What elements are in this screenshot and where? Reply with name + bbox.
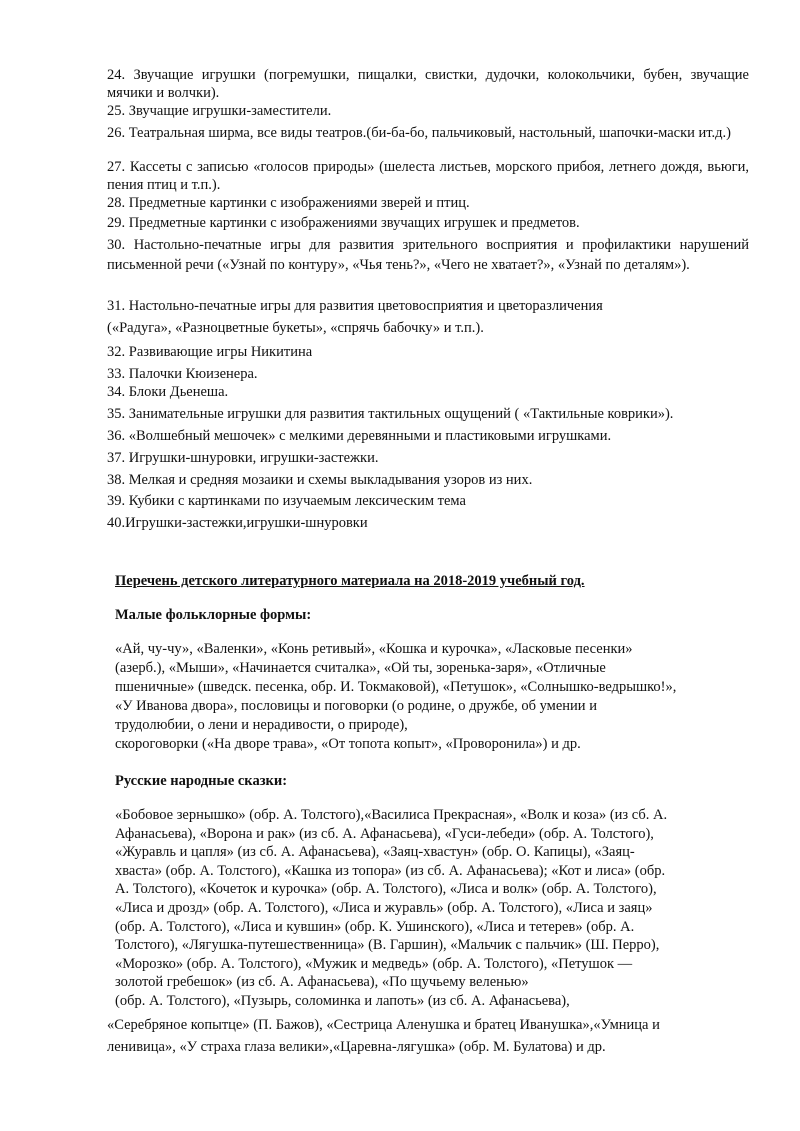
fairy-tales-line: Афанасьева), «Ворона и рак» (из сб. А. Афанасьева), «Гуси-лебеди» (обр. А. Толстого), [115, 825, 654, 842]
list-item-27: 27. Кассеты с записью «голосов природы» (шелеста листьев, морского прибоя, летнего дождя, вьюги, пения птиц и т.п.). [107, 159, 749, 193]
fairy-tales-heading: Русские народные сказки: [115, 773, 288, 789]
list-item-29: 29. Предметные картинки с изображениями звучащих игрушек и предметов. [107, 215, 580, 231]
list-item-26: 26. Театральная ширма, все виды театров.(би-ба-бо, пальчиковый, настольный, шапочки-маски ит.д.) [107, 125, 731, 141]
fairy-tales-line: (обр. А. Толстого), «Пузырь, соломинка и лапоть» (из сб. А. Афанасьева), [115, 992, 570, 1009]
fairy-tales-paragraph-end [107, 1014, 747, 1058]
folklore-line: «Ай, чу-чу», «Валенки», «Конь ретивый», «Кошка и курочка», «Ласковые песенки» [115, 641, 633, 657]
fairy-tales-line: золотой гребешок» (из сб. А. Афанасьева), «По щучьему веленью» [115, 974, 529, 991]
list-item-28: 28. Предметные картинки с изображениями зверей и птиц. [107, 195, 470, 211]
folklore-line: пшеничные» (шведск. песенка, обр. И. Токмаковой), «Петушок», «Солнышко-ведрышко!», [115, 679, 677, 695]
list-item-37: 37. Игрушки-шнуровки, игрушки-застежки. [107, 450, 379, 466]
list-item-38: 38. Мелкая и средняя мозаики и схемы выкладывания узоров из них. [107, 472, 533, 488]
fairy-tales-line: «Бобовое зернышко» (обр. А. Толстого),«Василиса Прекрасная», «Волк и коза» (из сб. А. [115, 807, 668, 823]
fairy-tales-line: ленивица», «У страха глаза велики»,«Царевна-лягушка» (обр. М. Булатова) и др. [107, 1039, 606, 1055]
folklore-heading: Малые фольклорные формы: [115, 607, 312, 623]
fairy-tales-line: Толстого), «Лягушка-путешественница» (В. Гаршин), «Мальчик с пальчик» (Ш. Перро), [115, 937, 660, 954]
fairy-tales-line: «Серебряное копытце» (П. Бажов), «Сестрица Аленушка и братец Иванушка»,«Умница и [107, 1017, 660, 1033]
list-item-31-cont: («Радуга», «Разноцветные букеты», «спрячь бабочку» и т.п.). [107, 320, 484, 336]
fairy-tales-line: А. Толстого), «Кочеток и курочка» (обр. А. Толстого), «Лиса и волк» (обр. А. Толстого), [115, 881, 657, 898]
folklore-line: (азерб.), «Мыши», «Начинается считалка», «Ой ты, зоренька-заря», «Отличные [115, 660, 606, 676]
fairy-tales-line: (обр. А. Толстого), «Лиса и кувшин» (обр. К. Ушинского), «Лиса и тетерев» (обр. А. [115, 918, 635, 935]
fairy-tales-line: «Журавль и цапля» (из сб. А. Афанасьева), «Заяц-хвастун» (обр. О. Капицы), «Заяц- [115, 844, 635, 861]
list-item-35: 35. Занимательные игрушки для развития тактильных ощущений ( «Тактильные коврики»). [107, 406, 674, 422]
list-item-40: 40.Игрушки-застежки,игрушки-шнуровки [107, 515, 368, 531]
list-item-36: 36. «Волшебный мешочек» с мелкими деревянными и пластиковыми игрушками. [107, 428, 612, 444]
literature-title: Перечень детского литературного материала на 2018-2019 учебный год. [115, 573, 585, 589]
list-item-32: 32. Развивающие игры Никитина [107, 344, 313, 360]
fairy-tales-line: хваста» (обр. А. Толстого), «Кашка из топора» (из сб. А. Афанасьева); «Кот и лиса» (обр. [115, 862, 666, 879]
list-item-34: 34. Блоки Дьенеша. [107, 384, 229, 400]
folklore-paragraph [115, 640, 755, 754]
list-item-30: 30. Настольно-печатные игры для развития зрительного восприятия и профилактики нарушений письменной речи («Узнай по контуру», «Чья тень?», «Чего не хватает?», «Узнай по деталям»). [107, 237, 749, 273]
folklore-line: трудолюбии, о лени и нерадивости, о природе), [115, 717, 408, 733]
list-item-33: 33. Палочки Кюизенера. [107, 366, 258, 382]
list-item-25: 25. Звучащие игрушки-заместители. [107, 103, 332, 119]
folklore-line: скороговорки («На дворе трава», «От топота копыт», «Проворонила») и др. [115, 736, 581, 752]
fairy-tales-line: «Морозко» (обр. А. Толстого), «Мужик и медведь» (обр. А. Толстого), «Петушок — [115, 955, 633, 972]
list-item-24: 24. Звучащие игрушки (погремушки, пищалки, свистки, дудочки, колокольчики, бубен, звучащие мячики и волчки). [107, 67, 749, 101]
folklore-line: «У Иванова двора», пословицы и поговорки (о родине, о дружбе, об умении и [115, 698, 597, 714]
list-item-31: 31. Настольно-печатные игры для развития цветовосприятия и цветоразличения [107, 298, 603, 314]
fairy-tales-paragraph [115, 806, 755, 1011]
list-item-39: 39. Кубики с картинками по изучаемым лексическим тема [107, 493, 466, 509]
fairy-tales-line: «Лиса и дрозд» (обр. А. Толстого), «Лиса и журавль» (обр. А. Толстого), «Лиса и заяц» [115, 899, 653, 916]
